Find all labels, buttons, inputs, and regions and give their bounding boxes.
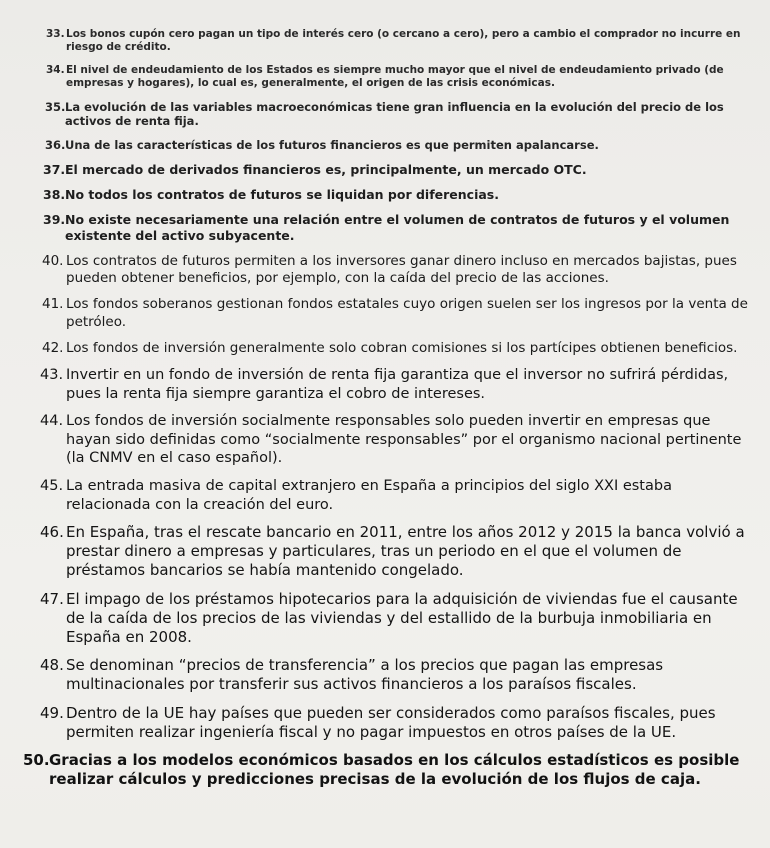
item-text: No existe necesariamente una relación entre el volumen de contratos de futuros y el volumen existente del activo subyacente.: [65, 211, 730, 243]
list-item: [23, 751, 748, 789]
list-item: [40, 100, 748, 129]
item-number: 45.: [40, 477, 64, 494]
item-number: 33.: [46, 28, 65, 40]
list-item: [40, 412, 748, 468]
list-item: [40, 138, 748, 153]
item-text: En España, tras el rescate bancario en 2011, entre los años 2012 y 2015 la banca volvió a prestar dinero a empresas y particulares, tras un periodo en el que el volumen de préstamos bancarios se había mantenido congelado.: [66, 523, 745, 580]
list-item: [40, 590, 748, 648]
item-number: 34.: [46, 63, 65, 76]
item-number: 40.: [42, 252, 64, 269]
item-text: No todos los contratos de futuros se liquidan por diferencias.: [65, 186, 499, 202]
item-text: Dentro de la UE hay países que pueden ser considerados como paraísos fiscales, pues permiten realizar ingeniería fiscal y no pagar impuestos en otros países de la UE.: [66, 703, 716, 741]
list-item: [40, 296, 748, 331]
item-text: El impago de los préstamos hipotecarios para la adquisición de viviendas fue el causante de la caída de los precios de las viviendas y del estallido de la burbuja inmobiliaria en España en 2008.: [66, 589, 738, 646]
item-text: La entrada masiva de capital extranjero en España a principios del siglo XXI estaba relacionada con la creación del euro.: [66, 477, 672, 513]
item-text: Los fondos de inversión socialmente responsables solo pueden invertir en empresas que hayan sido definidas como “socialmente responsables” por el organismo nacional pertinente (la CNMV en el caso español).: [66, 413, 742, 467]
item-number: 39.: [43, 211, 66, 227]
item-number: 37.: [43, 161, 66, 177]
list-item: [40, 656, 748, 694]
list-item: [40, 523, 748, 581]
item-number: 49.: [40, 703, 64, 722]
item-text: Se denominan “precios de transferencia” a los precios que pagan las empresas multinacionales por transferir sus activos financieros a los paraísos fiscales.: [66, 656, 664, 694]
item-number: 41.: [42, 296, 64, 313]
item-text: Gracias a los modelos económicos basados en los cálculos estadísticos es posible realizar cálculos y predicciones precisas de la evolución de los flujos de caja.: [49, 750, 740, 789]
list-item: [40, 704, 748, 742]
list-item: [40, 64, 748, 91]
list-item: [40, 477, 748, 514]
item-number: 38.: [43, 186, 66, 202]
item-text: Los contratos de futuros permiten a los inversores ganar dinero incluso en mercados bajistas, pues pueden obtener beneficios, por ejemplo, con la caída del precio de las acciones.: [66, 252, 737, 287]
item-number: 48.: [40, 656, 64, 675]
list-item: [40, 212, 748, 244]
list-item: [40, 366, 748, 403]
list-item: [40, 28, 748, 55]
item-text: Los fondos soberanos gestionan fondos estatales cuyo origen suelen ser los ingresos por la venta de petróleo.: [66, 296, 748, 330]
item-text: El mercado de derivados financieros es, principalmente, un mercado OTC.: [65, 161, 587, 177]
list-item: [40, 253, 748, 288]
item-number: 36.: [45, 138, 66, 153]
item-text: Una de las características de los futuros financieros es que permiten apalancarse.: [65, 138, 599, 153]
item-text: La evolución de las variables macroeconómicas tiene gran influencia en la evolución del precio de los activos de renta fija.: [65, 99, 724, 129]
list-item: [40, 162, 748, 178]
list-item: [40, 340, 748, 357]
item-number: 44.: [40, 413, 64, 430]
item-number: 35.: [45, 99, 66, 114]
item-number: 47.: [40, 589, 64, 608]
item-number: 46.: [40, 523, 64, 542]
item-number: 50.: [23, 750, 50, 769]
item-number: 42.: [42, 339, 64, 356]
item-text: El nivel de endeudamiento de los Estados es siempre mucho mayor que el nivel de endeudamiento privado (de empresas y hogares), lo cual es, generalmente, el origen de las crisis económicas.: [66, 63, 724, 90]
item-text: Los fondos de inversión generalmente solo cobran comisiones si los partícipes obtienen beneficios.: [66, 339, 738, 356]
item-text: Invertir en un fondo de inversión de renta fija garantiza que el inversor no sufrirá pérdidas, pues la renta fija siempre garantiza el cobro de intereses.: [66, 367, 729, 402]
list-item: [40, 187, 748, 203]
item-number: 43.: [40, 367, 64, 384]
item-text: Los bonos cupón cero pagan un tipo de interés cero (o cercano a cero), pero a cambio el comprador no incurre en riesgo de crédito.: [66, 28, 741, 54]
